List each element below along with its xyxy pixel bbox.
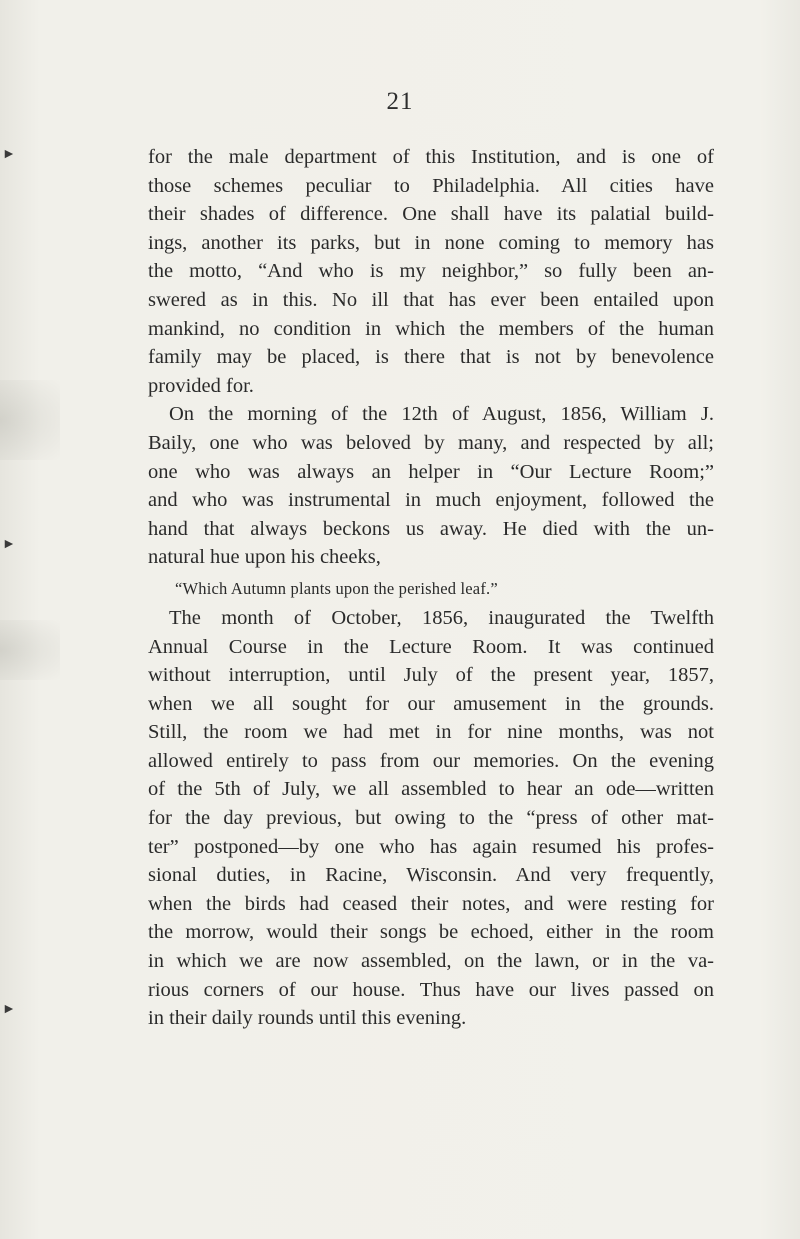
text-line: in which we are now assembled, on the lawn, or in the va- — [148, 950, 714, 973]
text-line: allowed entirely to pass from our memories. On the evening — [148, 749, 714, 772]
paragraph-2 — [148, 400, 714, 572]
page-smudge — [0, 380, 60, 460]
page-smudge — [0, 620, 60, 680]
text-line: swered as in this. No ill that has ever been entailed upon — [148, 288, 714, 311]
body-text — [148, 143, 714, 1033]
text-line: ter” postponed—by one who has again resumed his profes- — [148, 835, 714, 858]
margin-arrow-mark: ► — [2, 1002, 16, 1017]
text-line: sional duties, in Racine, Wisconsin. And very frequently, — [148, 864, 714, 887]
text-line: mankind, no condition in which the members of the human — [148, 317, 714, 340]
text-line: when we all sought for our amusement in the grounds. — [148, 692, 714, 715]
text-line: their shades of difference. One shall have its palatial build- — [148, 203, 714, 226]
text-line: hand that always beckons us away. He died with the un- — [148, 517, 714, 540]
text-line: On the morning of the 12th of August, 1856, William J. — [169, 403, 714, 426]
text-line: ings, another its parks, but in none coming to memory has — [148, 231, 714, 254]
text-line: in their daily rounds until this evening. — [148, 1007, 467, 1030]
text-line: natural hue upon his cheeks, — [148, 546, 381, 569]
text-line: one who was always an helper in “Our Lecture Room;” — [148, 460, 714, 483]
paragraph-1 — [148, 143, 714, 400]
text-line: Baily, one who was beloved by many, and respected by all; — [148, 431, 714, 454]
text-line: for the male department of this Institution, and is one of — [148, 146, 714, 168]
text-line: of the 5th of July, we all assembled to hear an ode—written — [148, 778, 714, 801]
text-line: rious corners of our house. Thus have our lives passed on — [148, 978, 714, 1001]
text-line: for the day previous, but owing to the “press of other mat- — [148, 807, 714, 830]
text-line: and who was instrumental in much enjoyment, followed the — [148, 489, 714, 512]
text-line: when the birds had ceased their notes, and were resting for — [148, 892, 714, 915]
text-line: the morrow, would their songs be echoed, either in the room — [148, 921, 714, 944]
text-line: provided for. — [148, 374, 254, 397]
text-line: family may be placed, is there that is not by benevolence — [148, 346, 714, 369]
paragraph-3 — [148, 604, 714, 1033]
text-line: those schemes peculiar to Philadelphia. All cities have — [148, 174, 714, 197]
text-line: the motto, “And who is my neighbor,” so fully been an- — [148, 260, 714, 283]
margin-arrow-mark: ► — [2, 147, 16, 162]
margin-arrow-mark: ► — [2, 537, 16, 552]
text-line: Still, the room we had met in for nine months, was not — [148, 721, 714, 744]
text-line: The month of October, 1856, inaugurated the Twelfth — [169, 606, 714, 629]
text-line: without interruption, until July of the present year, 1857, — [148, 664, 714, 687]
page-number: 21 — [386, 88, 414, 115]
verse-quotation: “Which Autumn plants upon the perished leaf.” — [175, 578, 498, 598]
text-line: Annual Course in the Lecture Room. It was continued — [148, 635, 714, 658]
